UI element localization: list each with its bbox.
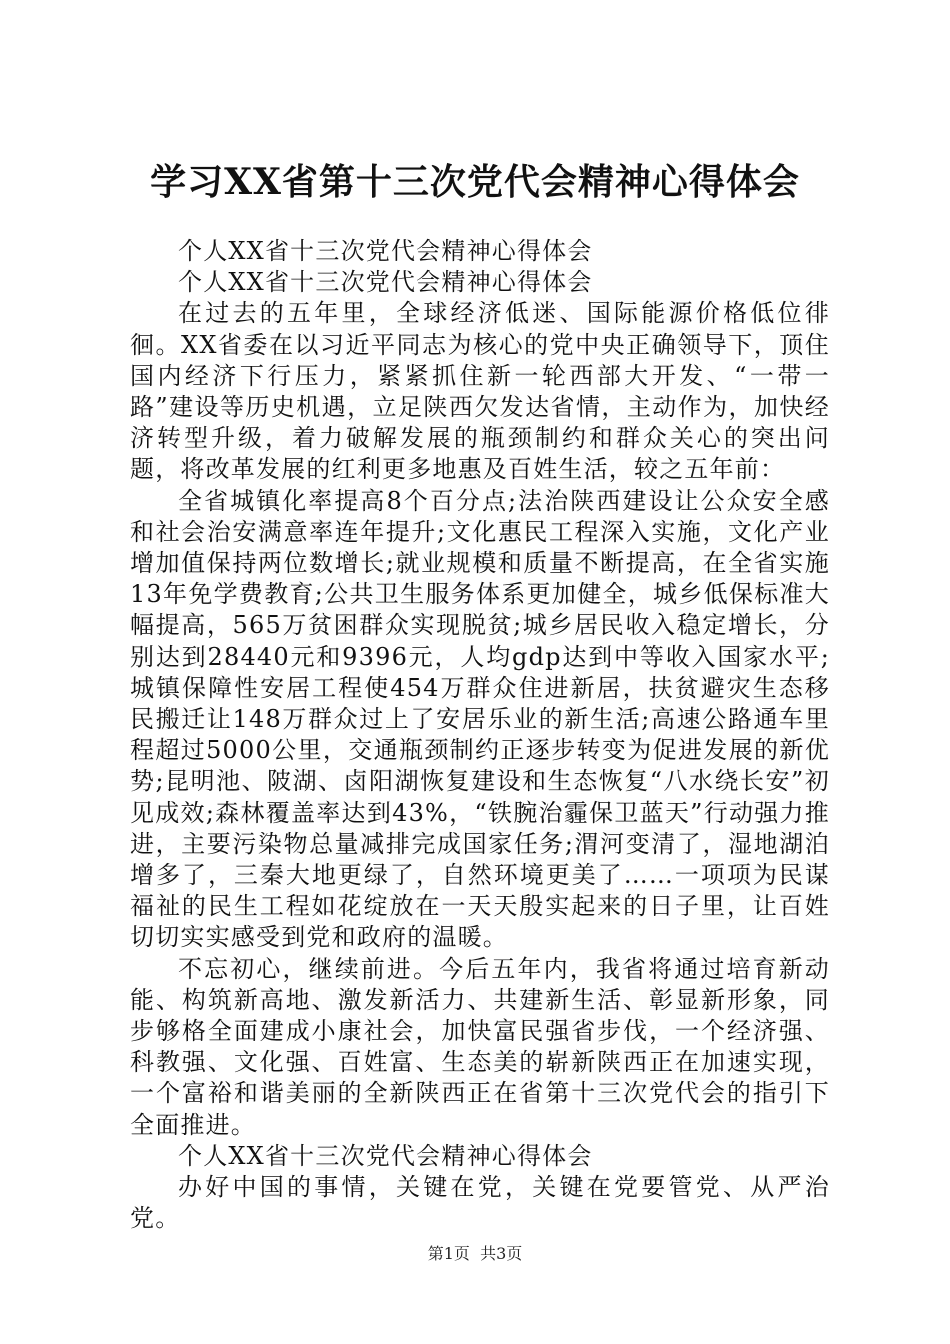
- page-total: 共3页: [480, 1244, 523, 1263]
- page-footer: [0, 1244, 950, 1264]
- footer-separator: [470, 1244, 480, 1263]
- paragraph: 不忘初心，继续前进。今后五年内，我省将通过培育新动能、构筑新高地、激发新活力、共建新生活、彰显新形象，同步够格全面建成小康社会，加快富民强省步伐，一个经济强、科教强、文化强、百姓富、生态美的崭新陕西正在加速实现，一个富裕和谐美丽的全新陕西正在省第十三次党代会的指引下全面推进。: [130, 954, 830, 1139]
- paragraph-subtitle: 个人XX省十三次党代会精神心得体会: [178, 237, 593, 265]
- page-number: 第1页: [427, 1244, 470, 1263]
- paragraph-subtitle: 个人XX省十三次党代会精神心得体会: [178, 1141, 593, 1170]
- paragraph: 全省城镇化率提高8个百分点;法治陕西建设让公众安全感和社会治安满意率连年提升;文化惠民工程深入实施，文化产业增加值保持两位数增长;就业规模和质量不断提高，在全省实施13年免学费教育;公共卫生服务体系更加健全，城乡低保标准大幅提高，565万贫困群众实现脱贫;城乡居民收入稳定增长，分别达到28440元和9396元，人均gdp达到中等收入国家水平;城镇保障性安居工程使454万群众住进新居，扶贫避灾生态移民搬迁让148万群众过上了安居乐业的新生活;高速公路通车里程超过5000公里，交通瓶颈制约正逐步转变为促进发展的新优势;昆明池、陂湖、卤阳湖恢复建设和生态恢复“八水绕长安”初见成效;森林覆盖率达到43%，“铁腕治霾保卫蓝天”行动强力推进，主要污染物总量减排完成国家任务;渭河变清了，湿地湖泊增多了，三秦大地更绿了，自然环境更美了……一项项为民谋福祉的民生工程如花绽放在一天天殷实起来的日子里，让百姓切切实实感受到党和政府的温暖。: [130, 486, 830, 952]
- paragraph: 在过去的五年里，全球经济低迷、国际能源价格低位徘徊。XX省委在以习近平同志为核心的党中央正确领导下，顶住国内经济下行压力，紧紧抓住新一轮西部大开发、“一带一路”建设等历史机遇，立足陕西欠发达省情，主动作为，加快经济转型升级，着力破解发展的瓶颈制约和群众关心的突出问题，将改革发展的红利更多地惠及百姓生活，较之五年前：: [130, 299, 830, 484]
- paragraph-subtitle: 个人XX省十三次党代会精神心得体会: [178, 268, 593, 297]
- paragraph: 办好中国的事情，关键在党，关键在党要管党、从严治党。: [130, 1173, 830, 1233]
- document-title: 学习XX省第十三次党代会精神心得体会: [150, 161, 800, 203]
- document-body: [130, 236, 830, 1235]
